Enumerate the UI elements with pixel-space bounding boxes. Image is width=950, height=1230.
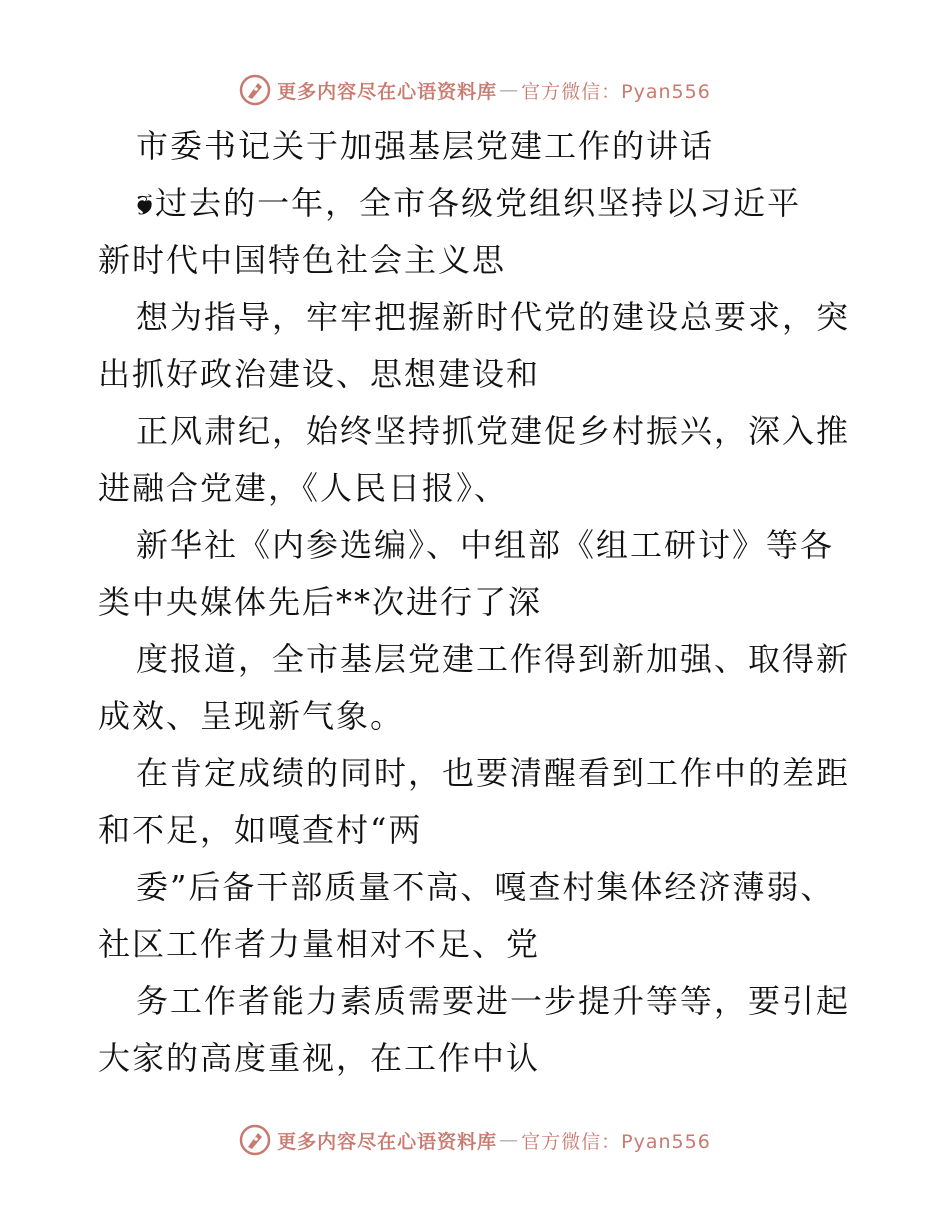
paragraph-line: 在肯定成绩的同时，也要清醒看到工作中的差距 [136, 754, 851, 792]
paragraph-line: 委”后备干部质量不高、嘎查村集体经济薄弱、 [136, 868, 835, 906]
paragraph-line: 务工作者能力素质需要进一步提升等等，要引起 [136, 982, 851, 1020]
banner-separator: — [499, 1129, 520, 1151]
paragraph-line: 社区工作者力量相对不足、党 [98, 925, 541, 963]
paragraph-line: 度报道，全市基层党建工作得到新加强、取得新 [136, 640, 851, 678]
paragraph-text: 过去的一年，全市各级党组织坚持以习近平 [155, 184, 802, 222]
footer-watermark-banner [0, 1120, 950, 1160]
pen-nib-circle-icon [239, 74, 271, 106]
paragraph-line: 大家的高度重视，在工作中认 [98, 1039, 541, 1077]
pen-nib-circle-icon [239, 1124, 271, 1156]
paragraph-line: 出抓好政治建设、思想建设和 [98, 355, 541, 393]
fleuron-bullet-icon: 🙘 [136, 187, 156, 222]
paragraph-line [98, 175, 858, 232]
header-watermark-banner [0, 70, 950, 110]
banner-main-text: 更多内容尽在心语资料库 [277, 80, 498, 103]
document-body [98, 118, 858, 1087]
banner-main-text: 更多内容尽在心语资料库 [277, 1130, 498, 1153]
paragraph-line: 想为指导，牢牢把握新时代党的建设总要求，突 [136, 298, 851, 336]
paragraph-line: 进融合党建，《人民日报》、 [98, 469, 509, 507]
paragraph-line: 正风肃纪，始终坚持抓党建促乡村振兴，深入推 [136, 412, 851, 450]
banner-separator: — [499, 79, 520, 101]
paragraph-line: 成效、呈现新气象。 [98, 697, 405, 735]
paragraph-line: 和不足，如嘎查村“两 [98, 811, 423, 849]
document-title: 市委书记关于加强基层党建工作的讲话 [136, 127, 715, 165]
paragraph-line: 新华社《内参选编》、中组部《组工研讨》等各 [136, 526, 835, 564]
paragraph-line: 新时代中国特色社会主义思 [98, 241, 507, 279]
banner-wechat-text: 官方微信：Pyan556 [521, 1130, 711, 1153]
paragraph-line: 类中央媒体先后**次进行了深 [98, 583, 543, 621]
banner-wechat-text: 官方微信：Pyan556 [521, 80, 711, 103]
